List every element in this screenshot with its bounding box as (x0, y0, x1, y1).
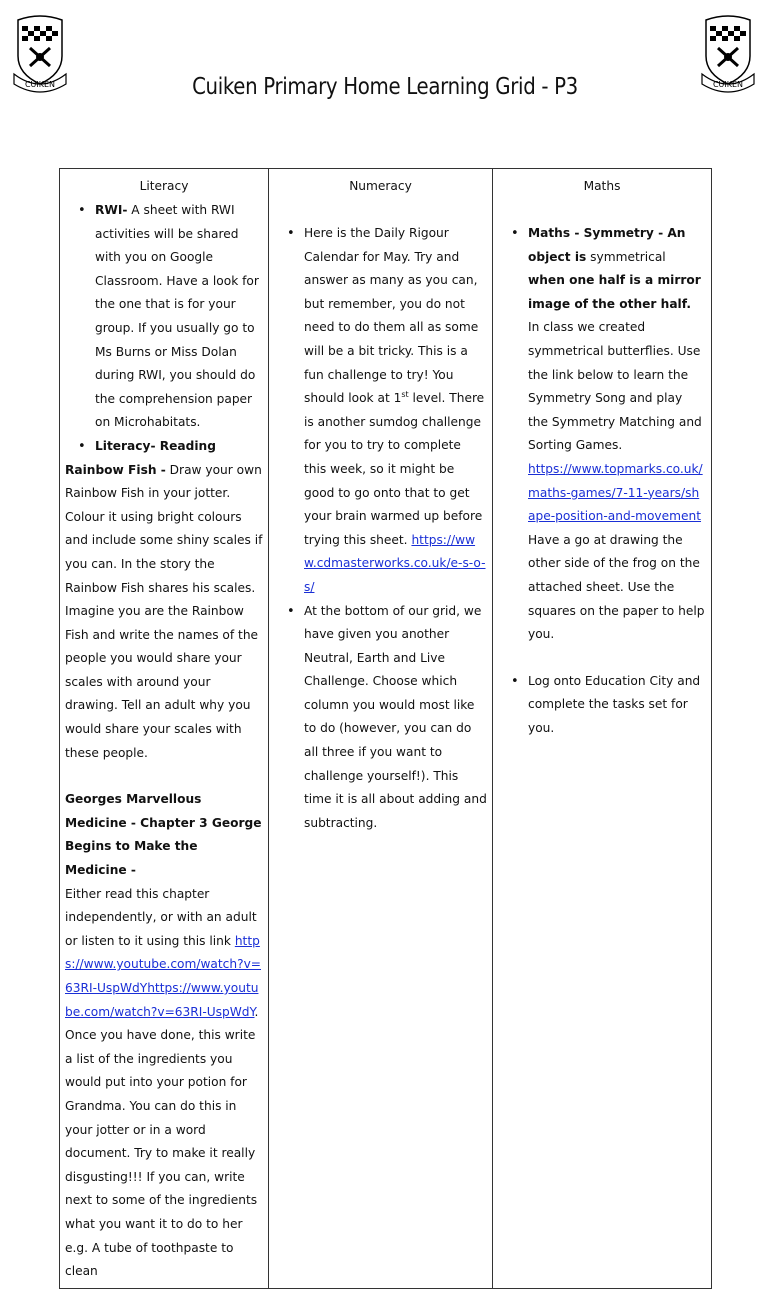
numeracy-list (274, 222, 487, 835)
rainbow-fish-text: Draw your own Rainbow Fish in your jotter. Colour it using bright colours and include some shiny scales if you can. In the story the Rainbow Fish shares his scales. Imagine you are the Rainbow Fish and write the names of the people you would share your scales with around your drawing. Tell an adult why you would share your scales with these people. (65, 462, 263, 760)
george-text: Either read this chapter independently, or with an adult or listen to it using this link (65, 886, 257, 948)
rainbow-fish-task (65, 459, 263, 766)
maths-header: Maths (583, 179, 621, 193)
literacy-list (65, 199, 263, 459)
numeracy-cell (269, 169, 493, 1289)
learning-grid (59, 168, 712, 1289)
george-youtube-link[interactable]: https://www.youtube.com/watch?v=63RI-UspWdYhttps://www.youtube.com/watch?v=63RI-UspWdY (65, 933, 261, 1019)
numeracy-header: Numeracy (349, 179, 412, 193)
challenge-item (304, 600, 487, 836)
topmarks-link[interactable]: https://www.topmarks.co.uk/maths-games/7-11-years/shape-position-and-movement (528, 461, 703, 524)
numeracy-item1-text: Here is the Daily Rigour Calendar for May. Try and answer as many as you can, but remember, you do not need to do them all as some will be a bit tricky. This is a fun challenge to try! You should look at 1 (304, 226, 479, 406)
numeracy-item1-sup: st (401, 390, 409, 400)
cdmasterworks-link[interactable]: https://www.cdmasterworks.co.uk/e-s-o-s/ (304, 532, 486, 594)
symmetry-text: symmetrical (590, 249, 666, 264)
education-city-item (528, 670, 706, 741)
rwi-item (95, 199, 263, 435)
reading-label: Literacy- Reading (95, 438, 216, 453)
symmetry-text-3: Have a go at drawing the other side of the frog on the attached sheet. Use the squares on the paper to help you. (528, 532, 705, 642)
crest-motto-left: CUIKEN (24, 80, 56, 89)
rwi-text: A sheet with RWI activities will be shared with you on Google Classroom. Have a look for the one that is for your group. If you usually go to Ms Burns or Miss Dolan during RWI, you should do the comprehension paper on Microhabitats. (95, 203, 259, 430)
rwi-label: RWI- (95, 203, 128, 217)
symmetry-item (528, 222, 706, 670)
maths-item2-text: Log onto Education City and complete the tasks set for you. (528, 673, 701, 735)
page-title: Cuiken Primary Home Learning Grid - P3 (192, 74, 578, 100)
crest-motto-right: CUIKEN (712, 80, 744, 89)
george-text-2: . Once you have done, this write a list of the ingredients you would put into your potion for Grandma. You can do this in your jotter or in a word document. Try to make it really disgusting!!! If you can, write next to some of the ingredients what you want it to do to her e.g. A tube of toothpaste to clean (65, 1004, 259, 1279)
literacy-header: Literacy (139, 179, 189, 193)
george-task (65, 883, 263, 1284)
symmetry-bold: when one half is a mirror image of the other half. (528, 273, 701, 311)
maths-cell (493, 169, 712, 1289)
george-heading: Georges Marvellous Medicine - Chapter 3 George Begins to Make the Medicine - (65, 792, 262, 878)
reading-item (95, 435, 263, 459)
literacy-cell (60, 169, 269, 1289)
maths-list (498, 222, 706, 740)
numeracy-item2-text: At the bottom of our grid, we have given you another Neutral, Earth and Live Challenge. Choose which column you would most like to do (however, you can do all three if you want to challenge yourself!). This time it is all about adding and subtracting. (304, 603, 487, 830)
rainbow-fish-label: Rainbow Fish - (65, 462, 166, 477)
rigour-calendar-item (304, 222, 487, 600)
numeracy-item1-text-2: level. There is another sumdog challenge for you to try to complete this week, so it might be good to go onto that to get your brain warmed up before trying this sheet. (304, 391, 485, 547)
symmetry-text-2: In class we created symmetrical butterflies. Use the link below to learn the Symmetry Song and play the Symmetry Matching and Sorting Games. (528, 320, 702, 453)
symmetry-label: Maths - Symmetry - An object is (528, 226, 686, 264)
